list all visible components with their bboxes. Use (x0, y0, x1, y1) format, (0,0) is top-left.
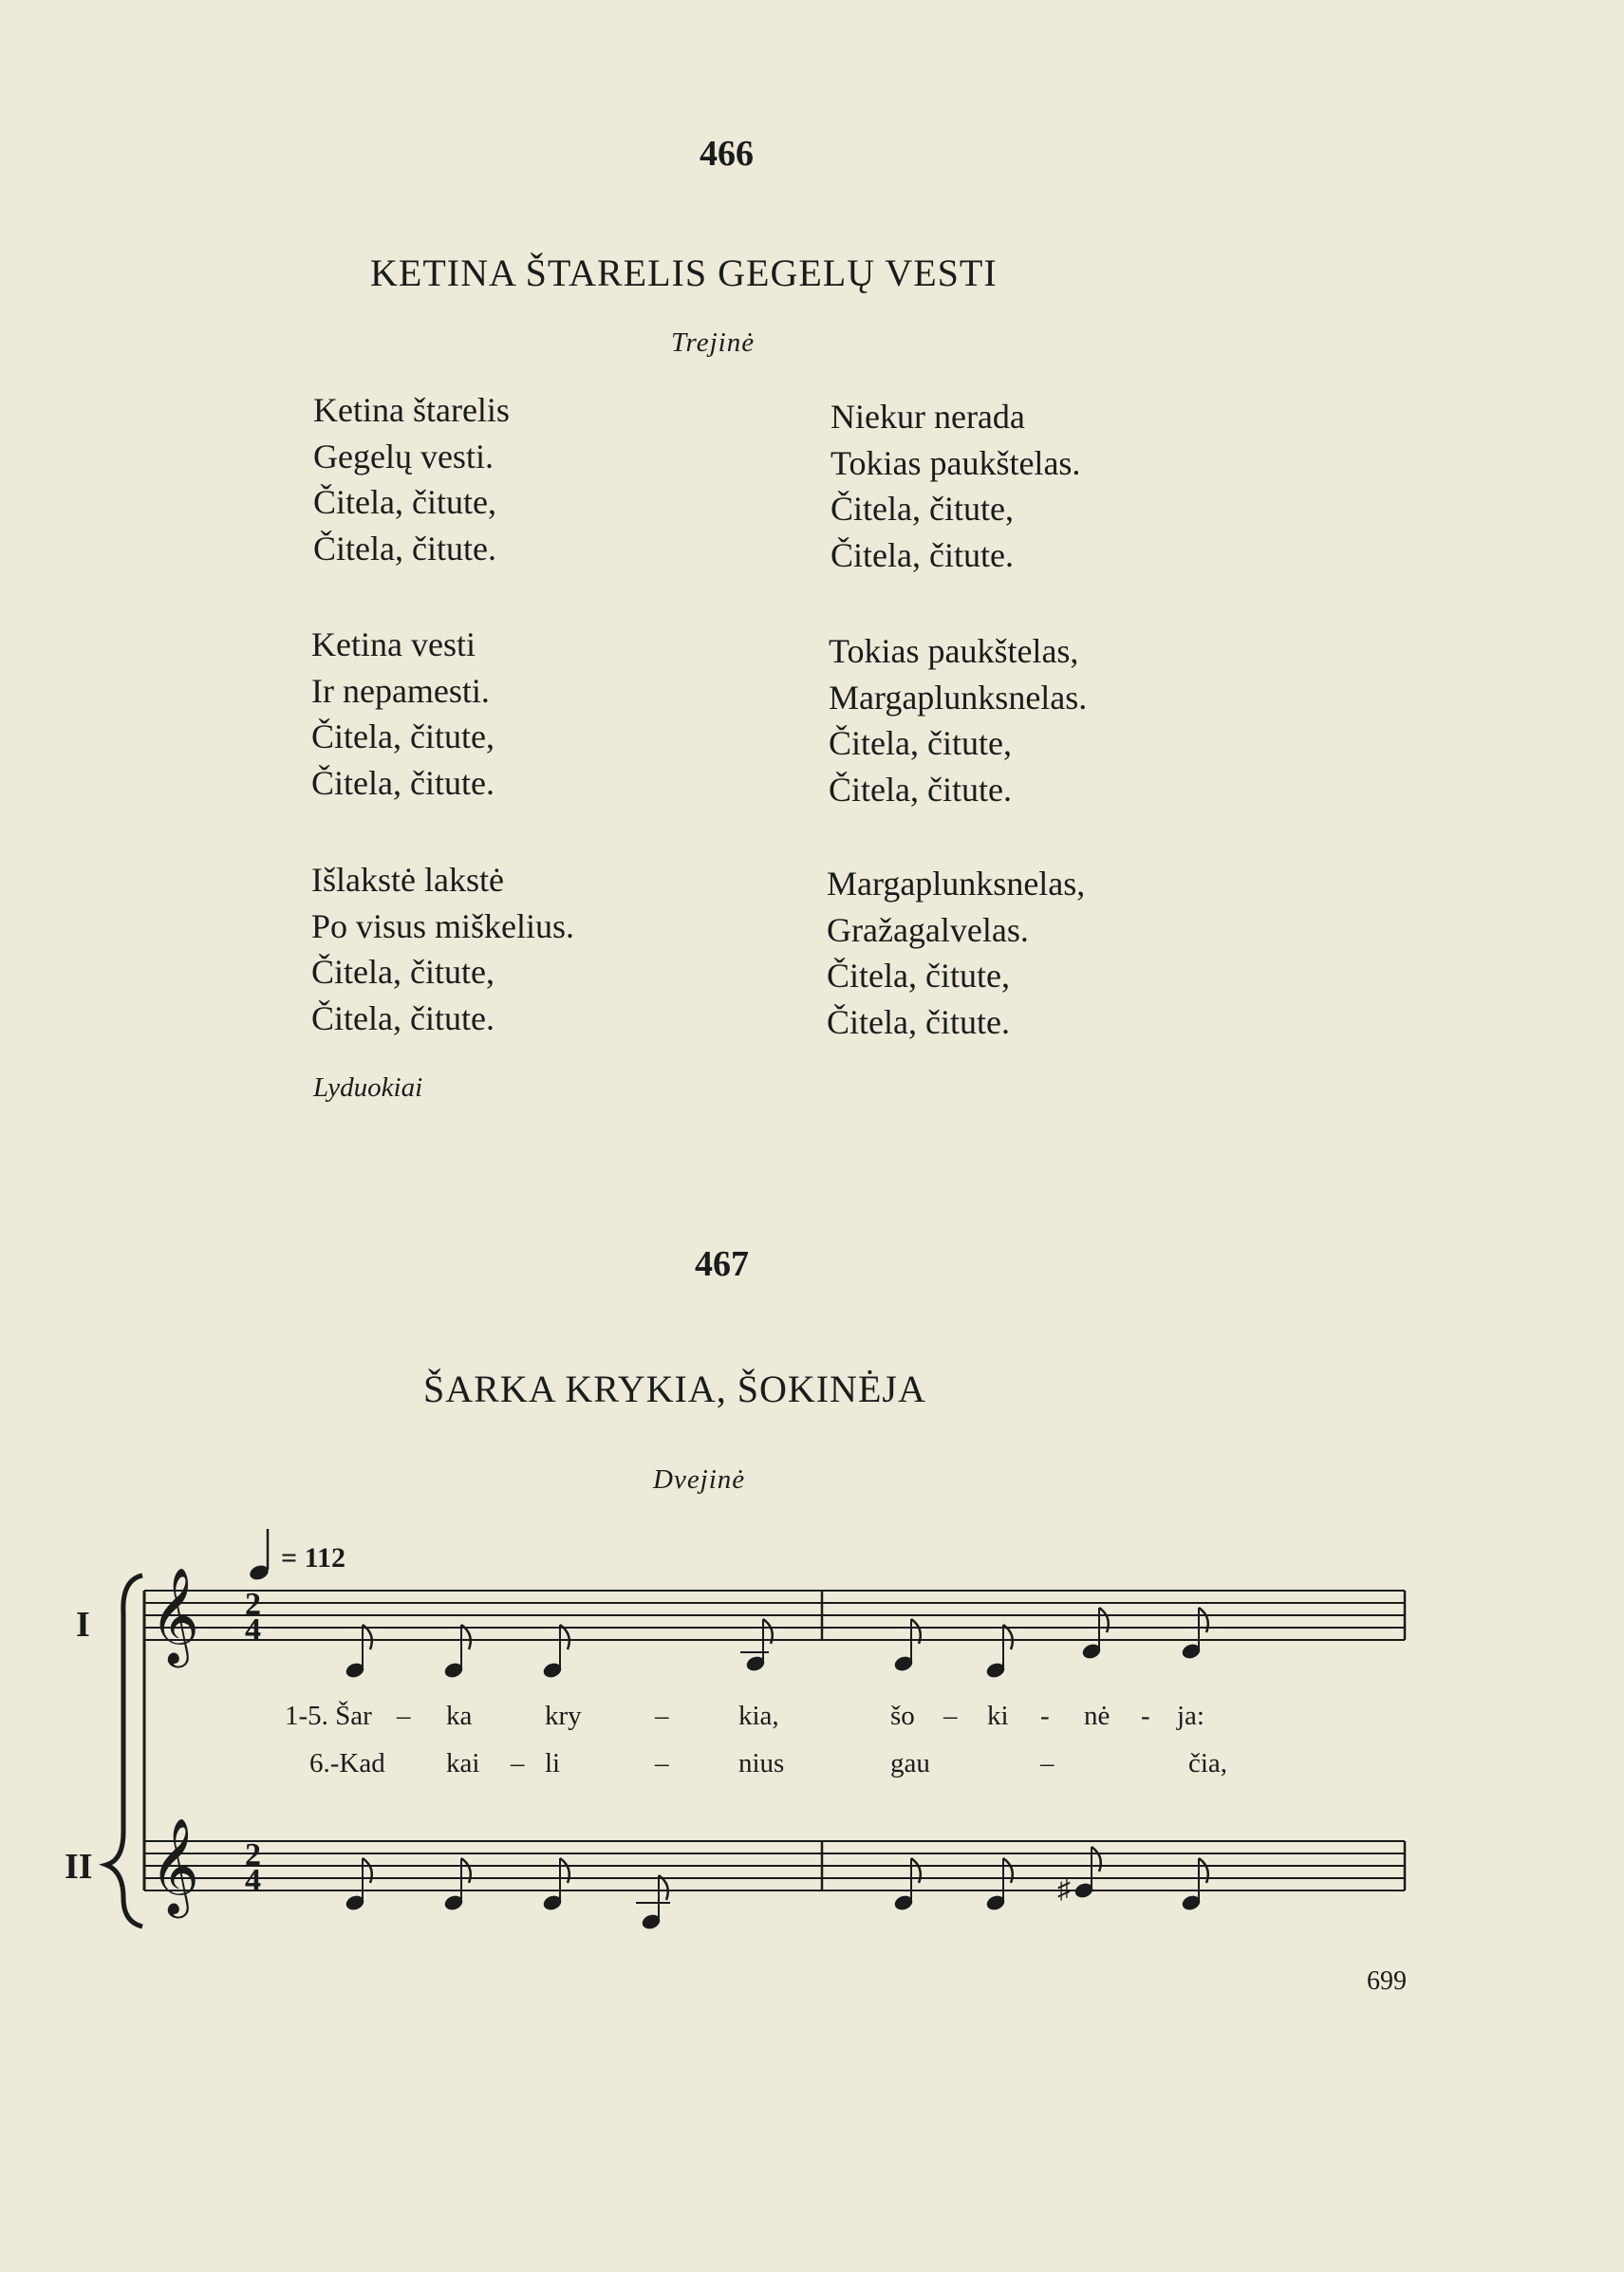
eighth-note (985, 1625, 1012, 1679)
verse-line: Gražagalvelas. (827, 910, 1029, 949)
lyric-syllable: kai (446, 1748, 480, 1778)
song-meter: Dvejinė (653, 1464, 746, 1495)
verse-line: Čitela, čitute, (311, 717, 495, 755)
time-signature-top: 2 (245, 1837, 261, 1872)
verse-line: Tokias paukštelas, (829, 632, 1079, 670)
song-source: Lyduokiai (313, 1072, 423, 1103)
treble-clef-icon: 𝄞 (150, 1821, 200, 1913)
lyric-syllable: čia, (1188, 1748, 1228, 1778)
verse-line: Po visus miškelius. (311, 906, 575, 945)
verse-line: Gegelų vesti. (313, 437, 494, 475)
verse-line: Čitela, čitute, (829, 724, 1012, 762)
staff-voice-2 (144, 1841, 1405, 1890)
verse-line: Čitela, čitute. (311, 763, 495, 802)
verse-line: Čitela, čitute. (827, 1002, 1010, 1041)
treble-clef-icon: 𝄞 (150, 1571, 200, 1663)
eighth-note (345, 1625, 371, 1679)
verse-line: Čitela, čitute. (311, 998, 495, 1037)
verse-line: Ir nepamesti. (311, 671, 490, 710)
lyric-syllable: ki (987, 1701, 1009, 1731)
verse-line: Išlakstė lakstė (311, 861, 504, 899)
song-number-467: 467 (695, 1244, 749, 1284)
verse-line: Niekur nerada (831, 398, 1025, 436)
lyric-syllable: li (545, 1748, 561, 1778)
eighth-note (542, 1625, 569, 1679)
sharp-icon: ♯ (1057, 1875, 1071, 1905)
lyric-hyphen: – (655, 1701, 669, 1731)
verse-line: Ketina štarelis (313, 391, 510, 429)
lyric-hyphen: – (511, 1748, 525, 1778)
time-signature-bottom: 4 (245, 1612, 261, 1648)
lyric-syllable: ja: (1177, 1701, 1204, 1731)
time-signature-bottom: 4 (245, 1863, 261, 1898)
song-meter: Trejinė (671, 327, 756, 358)
system-brace (106, 1575, 142, 1927)
verse-line: Čitela, čitute, (831, 490, 1014, 528)
lyric-hyphen: – (655, 1748, 669, 1778)
lyric-hyphen: – (1040, 1748, 1055, 1778)
time-signature-top: 2 (245, 1587, 261, 1622)
lyric-syllable: nė (1084, 1701, 1111, 1731)
lyric-syllable: gau (890, 1748, 930, 1778)
verse-line: Tokias paukštelas. (831, 443, 1081, 482)
voice-label-1: I (76, 1605, 90, 1645)
verse-line: Čitela, čitute. (831, 535, 1014, 574)
lyric-syllable: kry (545, 1701, 582, 1731)
voice-label-2: II (65, 1847, 93, 1887)
voice-1-notes (345, 1608, 1207, 1679)
song-title: KETINA ŠTARELIS GEGELŲ VESTI (370, 251, 998, 294)
verse-line: Čitela, čitute. (313, 529, 496, 568)
lyric-hyphen: – (397, 1701, 411, 1731)
song-number-466: 466 (700, 134, 754, 174)
lyric-syllable: 6.-Kad (309, 1748, 385, 1778)
staff-voice-1 (144, 1591, 1405, 1640)
verse-line: Čitela, čitute, (827, 957, 1010, 995)
page-number: 699 (1367, 1966, 1407, 1996)
lyric-syllable: nius (738, 1748, 785, 1778)
lyric-syllable: šo (890, 1701, 915, 1731)
voice-2-notes (345, 1847, 1207, 1930)
song-title: ŠARKA KRYKIA, ŠOKINĖJA (423, 1368, 926, 1410)
verse-line: Čitela, čitute, (311, 953, 495, 991)
eighth-note (443, 1625, 470, 1679)
lyric-syllable: ka (446, 1701, 473, 1731)
lyric-syllable: 1-5. Šar (285, 1701, 372, 1731)
lyric-hyphen: - (1040, 1701, 1050, 1731)
verse-line: Ketina vesti (311, 625, 476, 663)
lyric-syllable: kia, (738, 1701, 779, 1731)
tempo-marking: = 112 (281, 1542, 345, 1574)
verse-line: Margaplunksnelas, (827, 865, 1086, 903)
lyric-hyphen: - (1141, 1701, 1150, 1731)
verse-line: Čitela, čitute. (829, 770, 1012, 809)
verse-line: Čitela, čitute, (313, 483, 496, 521)
verse-line: Margaplunksnelas. (829, 678, 1088, 717)
lyric-hyphen: – (943, 1701, 958, 1731)
